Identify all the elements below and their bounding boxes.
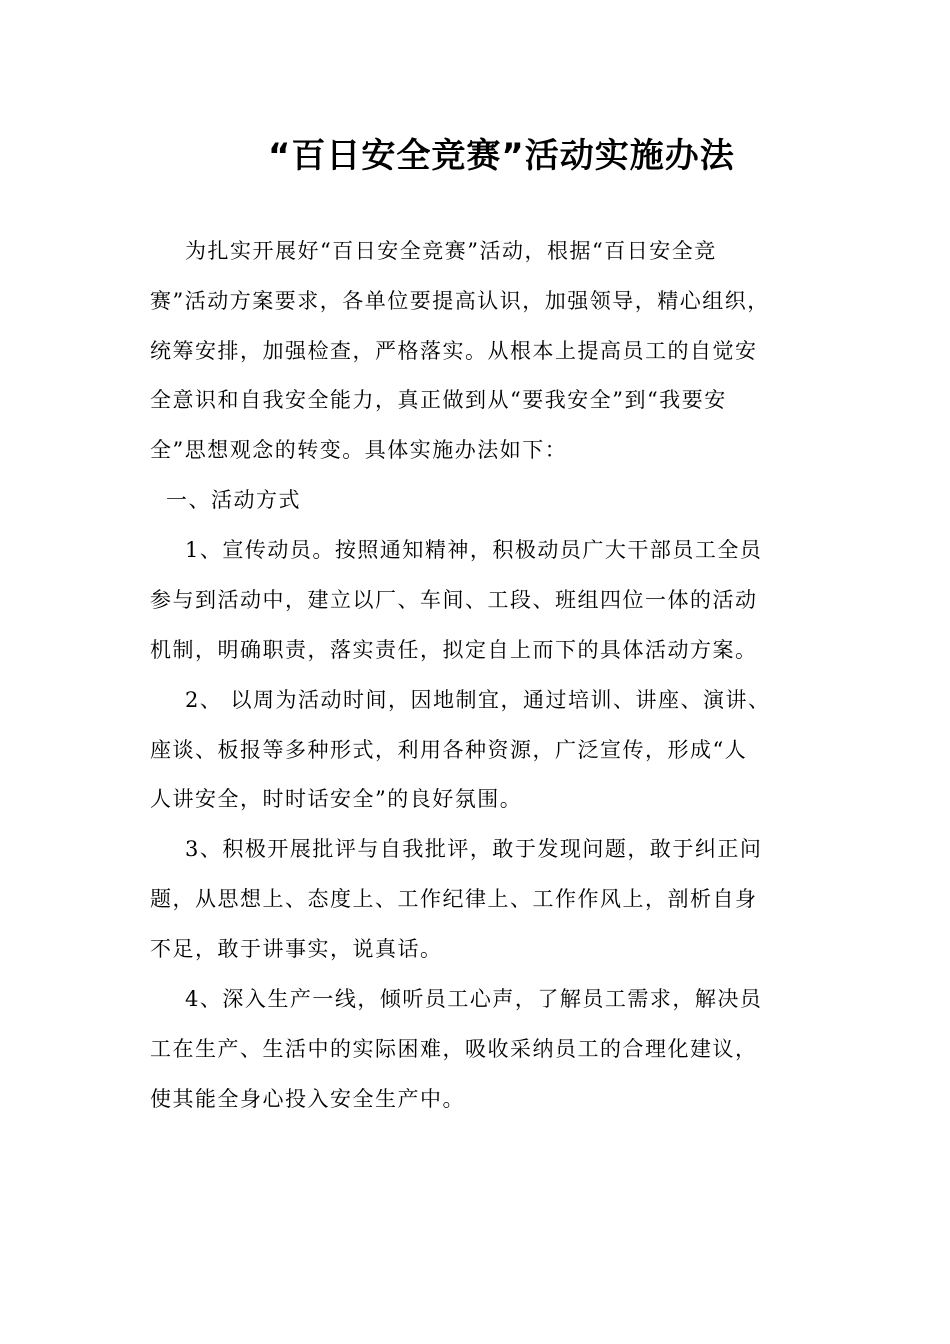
paragraph-line: 机制，明确职责，落实责任，拟定自上而下的具体活动方案。 (150, 638, 758, 662)
paragraph-line: 全意识和自我安全能力，真正做到从“要我安全”到“我要安 (150, 388, 727, 412)
paragraph-line: 为扎实开展好“百日安全竞赛”活动，根据“百日安全竞 (185, 239, 717, 263)
paragraph-line: 工在生产、生活中的实际困难，吸收采纳员工的合理化建议， (150, 1037, 758, 1061)
paragraph-line: 全”思想观念的转变。具体实施办法如下： (150, 438, 568, 462)
paragraph-line: 使其能全身心投入安全生产中。 (150, 1087, 465, 1111)
page-title: “百日安全竞赛”活动实施办法 (268, 136, 735, 176)
paragraph-line: 题，从思想上、态度上、工作纪律上、工作作风上，剖析自身 (150, 887, 758, 911)
paragraph-line: 统筹安排，加强检查，严格落实。从根本上提高员工的自觉安 (150, 339, 758, 363)
paragraph-line: 3、积极开展批评与自我批评，敢于发现问题，敢于纠正问 (185, 837, 763, 861)
paragraph-line: 2、 以周为活动时间，因地制宜，通过培训、讲座、演讲、 (185, 688, 771, 712)
paragraph-line: 1、宣传动员。按照通知精神，积极动员广大干部员工全员 (185, 538, 763, 562)
paragraph-line: 不足，敢于讲事实，说真话。 (150, 937, 443, 961)
paragraph-line: 座谈、板报等多种形式，利用各种资源，广泛宣传，形成“人 (150, 738, 748, 762)
paragraph-line: 人讲安全，时时话安全”的良好氛围。 (150, 787, 523, 811)
paragraph-line: 赛”活动方案要求，各单位要提高认识，加强领导，精心组织， (150, 289, 770, 313)
paragraph-line: 4、深入生产一线，倾听员工心声，了解员工需求，解决员 (185, 987, 763, 1011)
section-heading: 一、活动方式 (166, 488, 301, 512)
paragraph-line: 参与到活动中，建立以厂、车间、工段、班组四位一体的活动 (150, 588, 758, 612)
